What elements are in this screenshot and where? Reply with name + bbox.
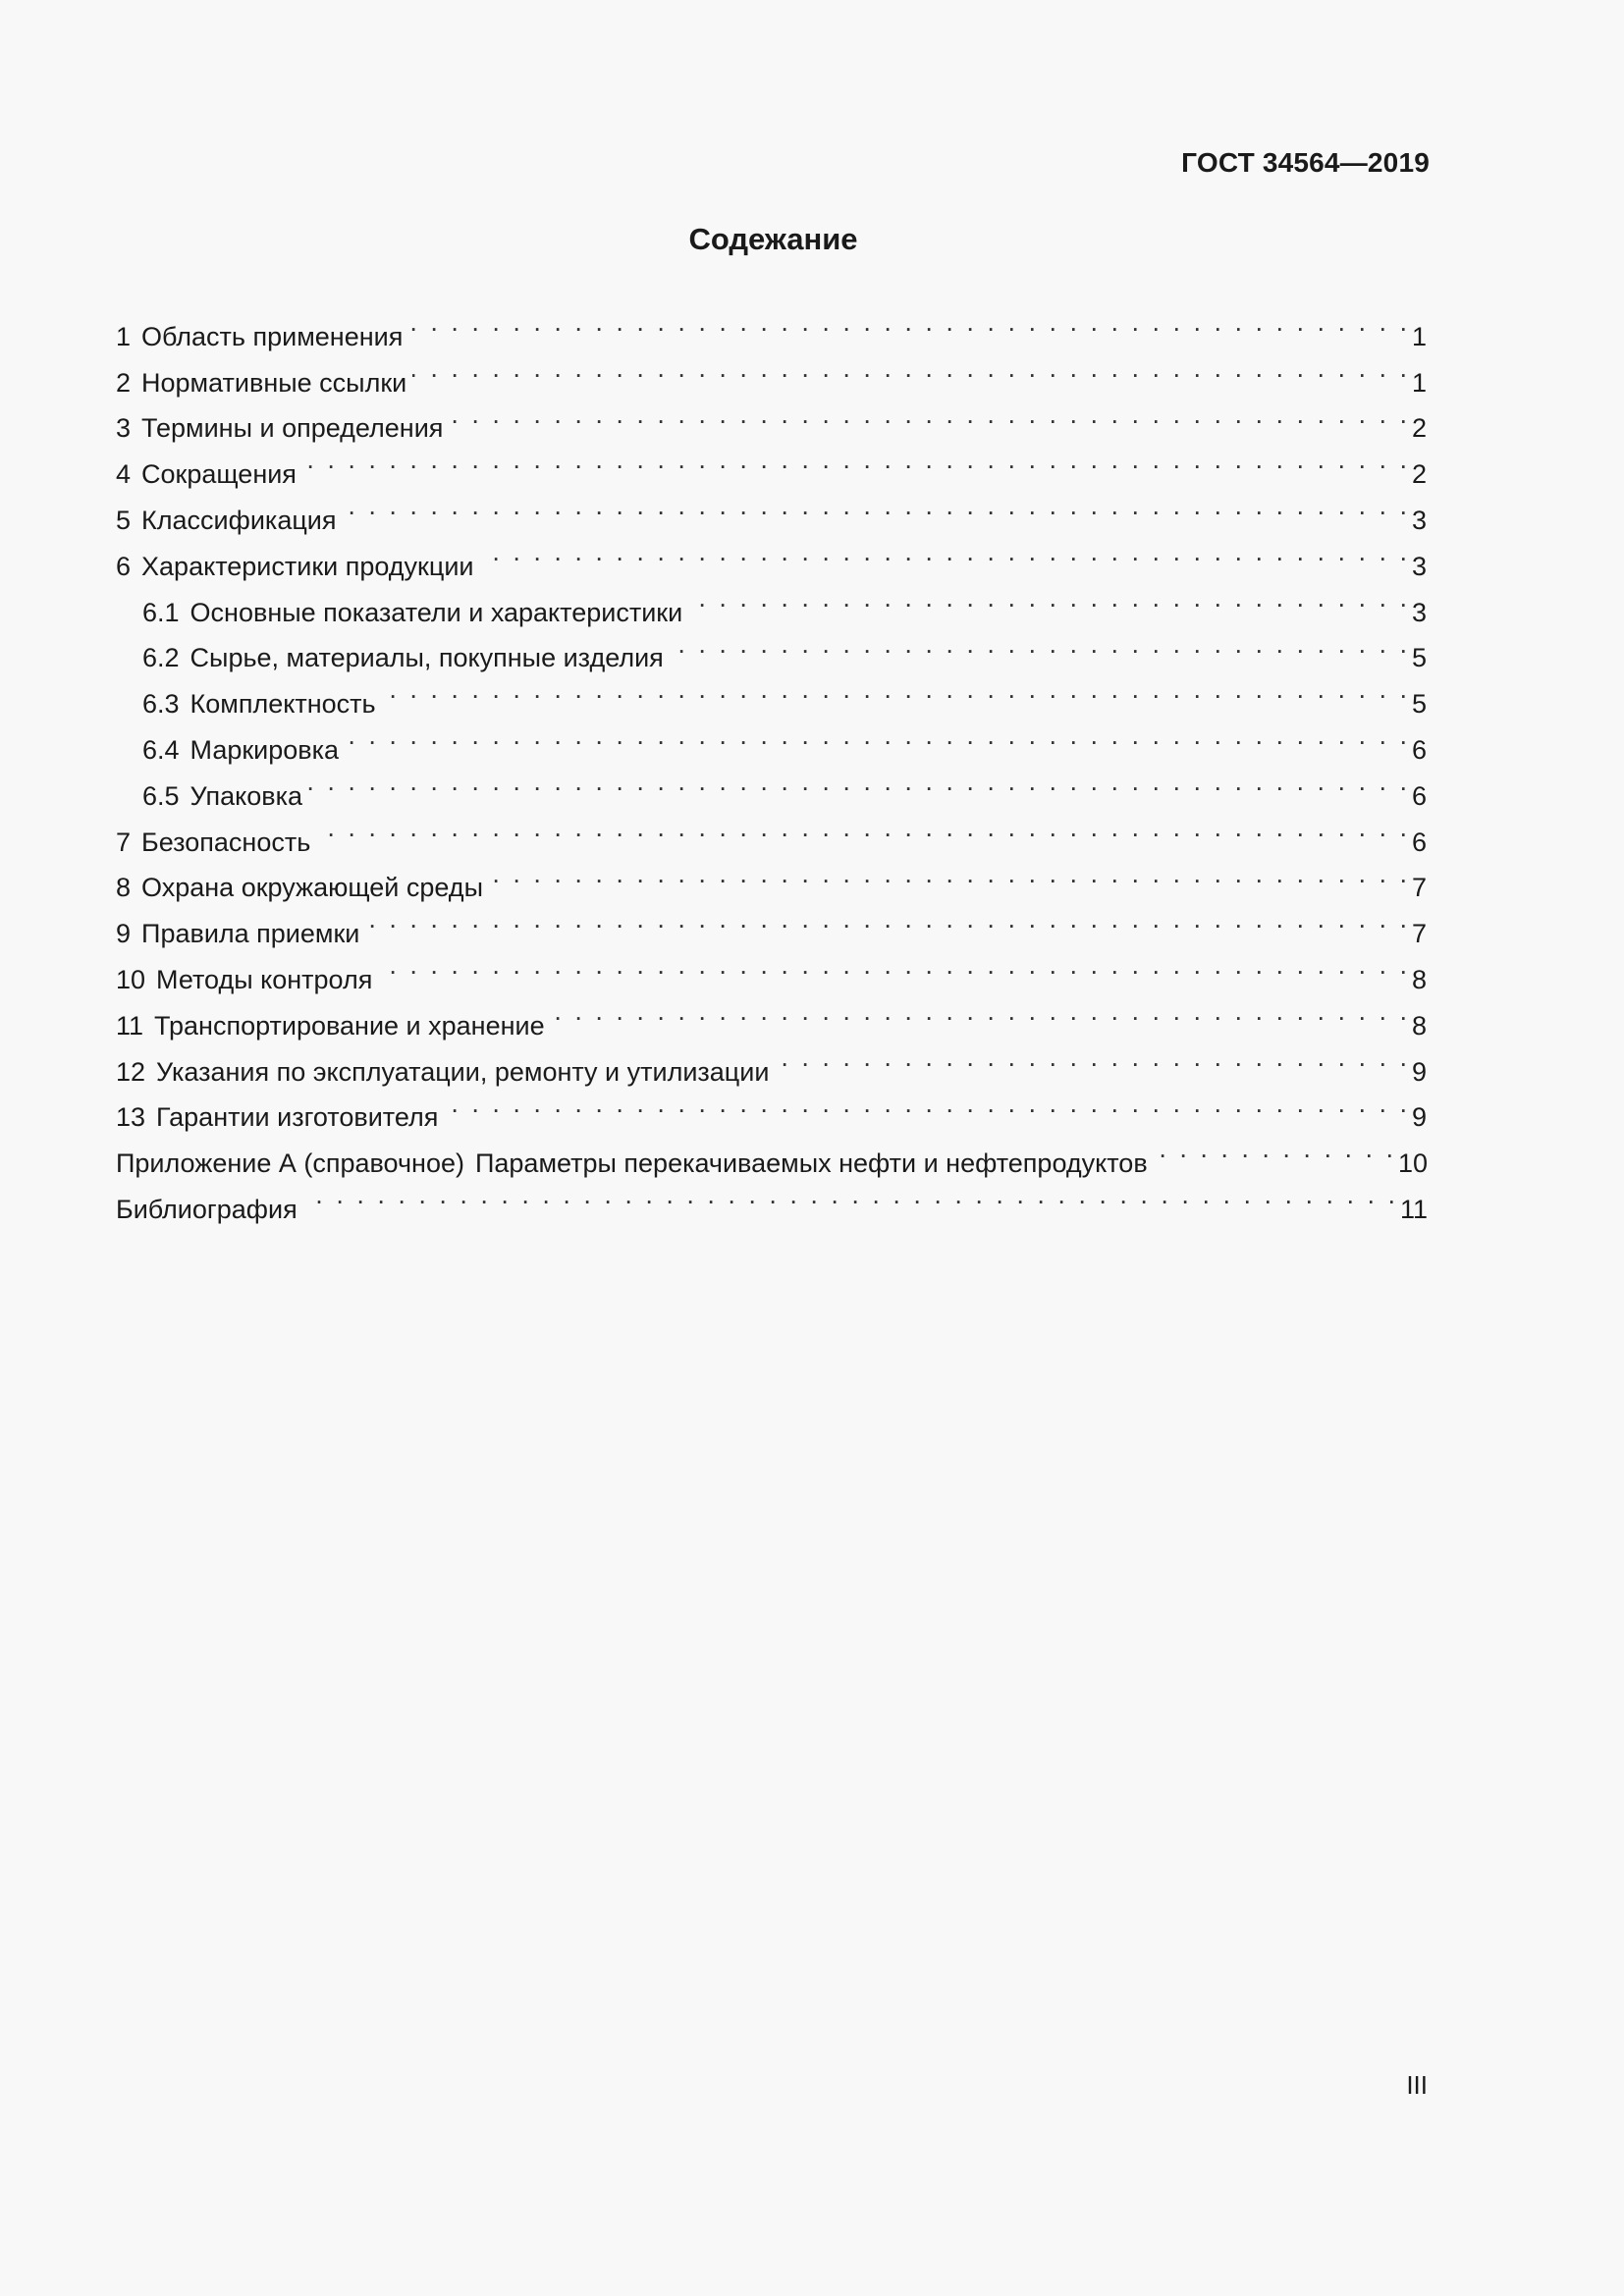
toc-item-title: Комплектность: [189, 689, 376, 720]
toc-item[interactable]: [116, 299, 1428, 351]
toc-item-page: 9: [1412, 1056, 1428, 1087]
toc-item-number: 1: [116, 321, 132, 351]
toc-item-number: 5: [116, 505, 132, 535]
toc-item-number: 12: [116, 1056, 146, 1087]
toc-item-title: Нормативные ссылки: [141, 367, 407, 398]
toc-leader-dots: [365, 896, 1410, 942]
toc-item-page: 3: [1412, 551, 1428, 581]
toc-item-number: 6.2: [142, 643, 180, 673]
toc-item[interactable]: [116, 851, 1428, 903]
toc-leader-dots: [489, 851, 1410, 897]
toc-leader-dots: [303, 1172, 1398, 1218]
toc-item-number: 6.1: [142, 597, 180, 627]
toc-item-title: Маркировка: [189, 734, 340, 765]
toc-item-page: 8: [1412, 964, 1428, 994]
toc-item-page: 5: [1412, 643, 1428, 673]
toc-item-number: 6.5: [142, 780, 180, 811]
toc-subitem[interactable]: [116, 759, 1428, 811]
toc-leader-dots: [378, 942, 1410, 988]
toc-leader-dots: [1154, 1126, 1396, 1172]
toc-item-page: 3: [1412, 505, 1428, 535]
toc-item-number: 2: [116, 367, 132, 398]
toc-item-title: Правила приемки: [141, 919, 360, 949]
document-header-id: ГОСТ 34564—2019: [1181, 147, 1430, 178]
toc-item-page: 1: [1412, 367, 1428, 398]
toc-item-title: Охрана окружающей среды: [141, 873, 483, 903]
toc-item-number: 8: [116, 873, 132, 903]
toc-item-title: Сокращения: [141, 459, 297, 490]
toc-item-page: 6: [1412, 827, 1428, 857]
toc-item-title: Область применения: [141, 321, 404, 351]
toc-item[interactable]: [116, 805, 1428, 857]
toc-item-number: 6.3: [142, 689, 180, 720]
toc-item-title: Параметры перекачиваемых нефти и нефтепродуктов: [474, 1148, 1148, 1179]
toc-item-page: 1: [1412, 321, 1428, 351]
toc-appendix-label: Приложение А (справочное): [116, 1148, 464, 1179]
toc-item[interactable]: [116, 483, 1428, 535]
toc-item-title: Упаковка: [189, 780, 303, 811]
toc-leader-dots: [551, 988, 1410, 1035]
toc-item-title: Гарантии изготовителя: [156, 1102, 439, 1133]
toc-item-title: Классификация: [141, 505, 337, 535]
toc-item-page: 2: [1412, 459, 1428, 490]
toc-item[interactable]: [116, 437, 1428, 490]
toc-item-number: 13: [116, 1102, 146, 1133]
toc-item-title: Основные показатели и характеристики: [189, 597, 683, 627]
toc-item-title: Транспортирование и хранение: [154, 1010, 545, 1041]
toc-leader-dots: [444, 1081, 1410, 1127]
toc-item-page: 7: [1412, 919, 1428, 949]
toc-leader-dots: [302, 437, 1410, 483]
toc-item-page: 10: [1397, 1148, 1428, 1179]
toc-item-number: 9: [116, 919, 132, 949]
toc-item-page: 9: [1412, 1102, 1428, 1133]
toc-item-title: Сырье, материалы, покупные изделия: [189, 643, 664, 673]
toc-leader-dots: [775, 1035, 1410, 1081]
toc-leader-dots: [316, 805, 1410, 851]
toc-item-page: 5: [1412, 689, 1428, 720]
toc-item-title: Методы контроля: [156, 964, 373, 994]
toc-item-title: Термины и определения: [141, 413, 444, 444]
toc-leader-dots: [408, 299, 1410, 346]
toc-item-number: 6: [116, 551, 132, 581]
toc-leader-dots: [479, 529, 1410, 575]
toc-leader-dots: [343, 483, 1411, 529]
toc-item-number: 7: [116, 827, 132, 857]
toc-leader-dots: [308, 759, 1410, 805]
toc-item-page: 7: [1412, 873, 1428, 903]
page-number: III: [1406, 2070, 1428, 2100]
toc-leader-dots: [382, 667, 1410, 713]
toc-item-page: 3: [1412, 597, 1428, 627]
toc-leader-dots: [449, 392, 1410, 438]
toc-item-page: 11: [1399, 1194, 1428, 1224]
toc-bibliography-item[interactable]: [116, 1172, 1428, 1224]
toc-leader-dots: [688, 575, 1410, 621]
toc-item-title: Указания по эксплуатации, ремонту и утилизации: [156, 1056, 770, 1087]
toc-leader-dots: [670, 621, 1410, 667]
toc-item-title: Характеристики продукции: [141, 551, 474, 581]
toc-item-page: 6: [1412, 734, 1428, 765]
toc-item-page: 2: [1412, 413, 1428, 444]
toc-leader-dots: [412, 346, 1410, 392]
toc-item-title: Безопасность: [141, 827, 311, 857]
toc-item-number: 11: [116, 1010, 144, 1041]
toc-item-page: 8: [1412, 1010, 1428, 1041]
toc-title: Содежание: [688, 222, 858, 256]
toc-item-page: 6: [1412, 780, 1428, 811]
toc-item-number: 10: [116, 964, 146, 994]
toc-item-number: 4: [116, 459, 132, 490]
toc-item-title: Библиография: [116, 1194, 298, 1224]
table-of-contents: [116, 299, 1428, 1224]
toc-item-number: 3: [116, 413, 132, 444]
toc-item-number: 6.4: [142, 734, 180, 765]
toc-leader-dots: [345, 713, 1410, 759]
